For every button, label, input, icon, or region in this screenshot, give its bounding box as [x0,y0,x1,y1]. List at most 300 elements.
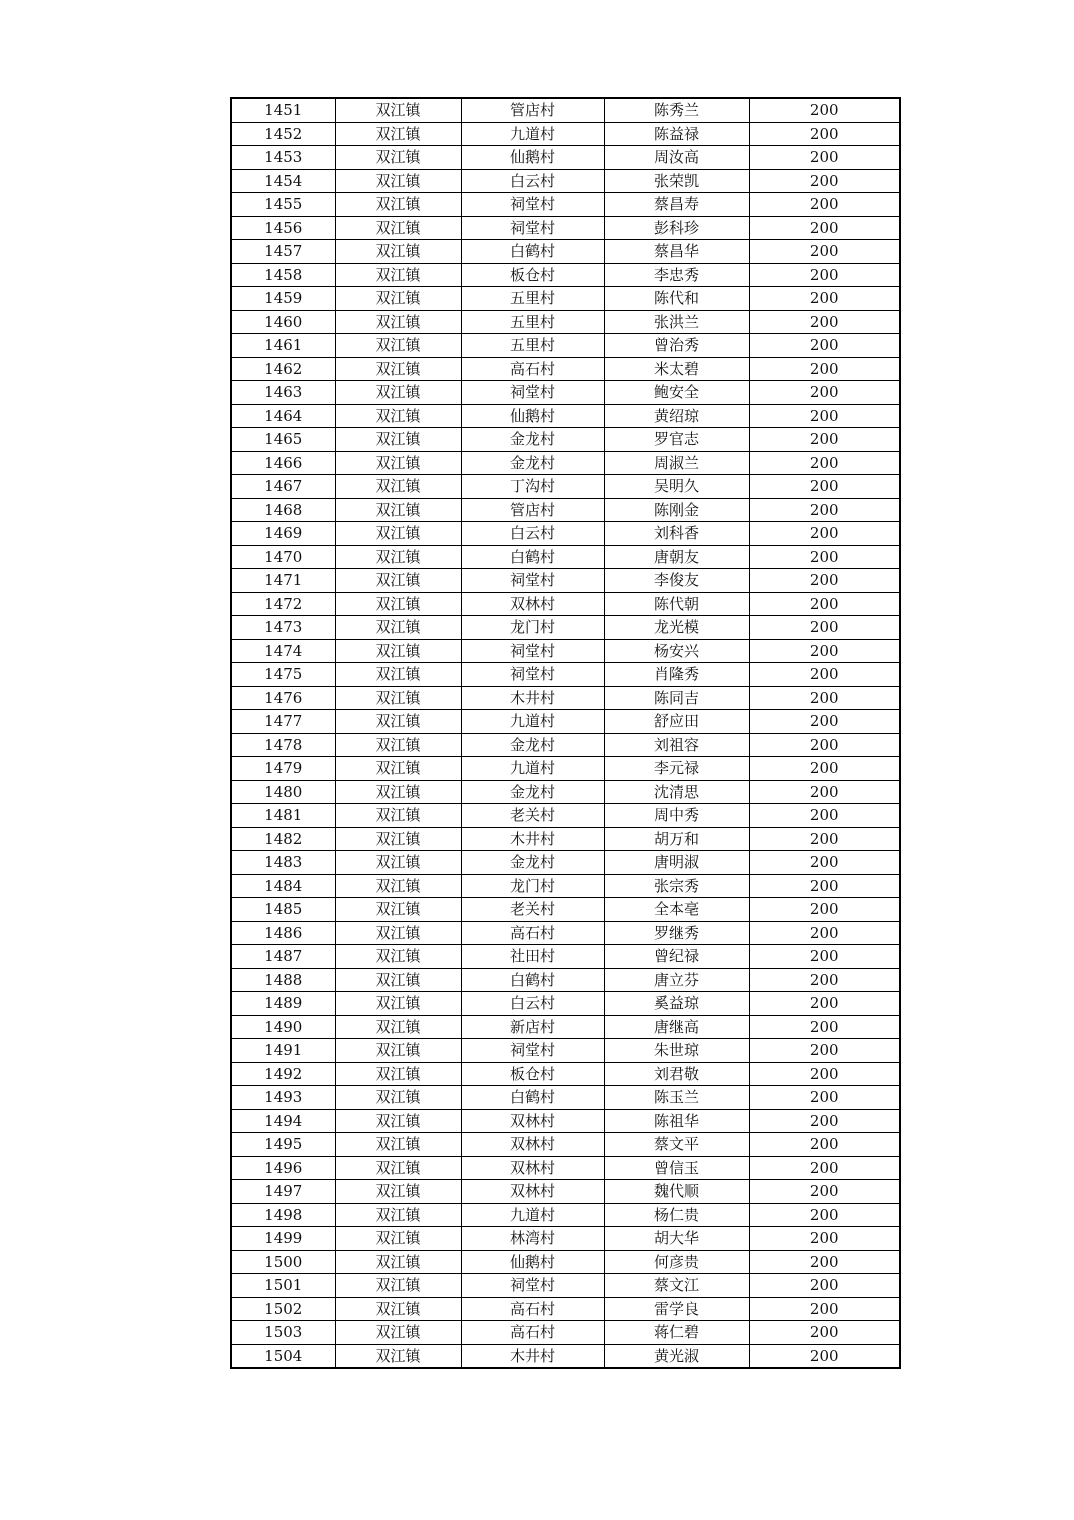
person-name-cell: 陈祖华 [604,1109,749,1133]
amount-cell: 200 [749,780,900,804]
town-cell: 双江镇 [335,616,461,640]
serial-number-cell: 1500 [231,1250,335,1274]
village-cell: 板仓村 [461,263,604,287]
village-cell: 九道村 [461,710,604,734]
table-row [231,851,900,875]
table-row [231,639,900,663]
person-name-cell: 唐继高 [604,1015,749,1039]
person-name-cell: 刘君敬 [604,1062,749,1086]
village-cell: 双林村 [461,1180,604,1204]
table-row [231,1156,900,1180]
person-name-cell: 李元禄 [604,757,749,781]
amount-cell: 200 [749,146,900,170]
amount-cell: 200 [749,1227,900,1251]
person-name-cell: 杨安兴 [604,639,749,663]
serial-number-cell: 1478 [231,733,335,757]
serial-number-cell: 1472 [231,592,335,616]
town-cell: 双江镇 [335,1133,461,1157]
amount-cell: 200 [749,1203,900,1227]
town-cell: 双江镇 [335,287,461,311]
serial-number-cell: 1457 [231,240,335,264]
village-cell: 九道村 [461,757,604,781]
serial-number-cell: 1496 [231,1156,335,1180]
village-cell: 龙门村 [461,616,604,640]
village-cell: 祠堂村 [461,663,604,687]
table-row [231,616,900,640]
table-row [231,663,900,687]
table-row [231,1297,900,1321]
serial-number-cell: 1464 [231,404,335,428]
person-name-cell: 黄绍琼 [604,404,749,428]
amount-cell: 200 [749,381,900,405]
amount-cell: 200 [749,1274,900,1298]
serial-number-cell: 1470 [231,545,335,569]
table-row [231,1321,900,1345]
town-cell: 双江镇 [335,851,461,875]
person-name-cell: 陈代和 [604,287,749,311]
serial-number-cell: 1459 [231,287,335,311]
serial-number-cell: 1468 [231,498,335,522]
person-name-cell: 吴明久 [604,475,749,499]
village-cell: 仙鹅村 [461,404,604,428]
person-name-cell: 雷学良 [604,1297,749,1321]
table-row [231,1227,900,1251]
village-cell: 金龙村 [461,780,604,804]
person-name-cell: 杨仁贵 [604,1203,749,1227]
amount-cell: 200 [749,992,900,1016]
village-cell: 林湾村 [461,1227,604,1251]
town-cell: 双江镇 [335,428,461,452]
amount-cell: 200 [749,1297,900,1321]
amount-cell: 200 [749,98,900,122]
serial-number-cell: 1474 [231,639,335,663]
serial-number-cell: 1466 [231,451,335,475]
village-cell: 管店村 [461,98,604,122]
serial-number-cell: 1452 [231,122,335,146]
amount-cell: 200 [749,1321,900,1345]
serial-number-cell: 1501 [231,1274,335,1298]
amount-cell: 200 [749,357,900,381]
village-cell: 高石村 [461,1321,604,1345]
town-cell: 双江镇 [335,216,461,240]
town-cell: 双江镇 [335,663,461,687]
amount-cell: 200 [749,733,900,757]
town-cell: 双江镇 [335,169,461,193]
serial-number-cell: 1498 [231,1203,335,1227]
town-cell: 双江镇 [335,545,461,569]
person-name-cell: 罗官志 [604,428,749,452]
town-cell: 双江镇 [335,1250,461,1274]
village-cell: 白鹤村 [461,968,604,992]
amount-cell: 200 [749,1086,900,1110]
amount-cell: 200 [749,545,900,569]
town-cell: 双江镇 [335,146,461,170]
amount-cell: 200 [749,287,900,311]
table-row [231,98,900,122]
village-cell: 金龙村 [461,428,604,452]
village-cell: 祠堂村 [461,639,604,663]
village-cell: 双林村 [461,1156,604,1180]
serial-number-cell: 1486 [231,921,335,945]
village-cell: 龙门村 [461,874,604,898]
town-cell: 双江镇 [335,686,461,710]
village-cell: 白鹤村 [461,545,604,569]
village-cell: 五里村 [461,334,604,358]
town-cell: 双江镇 [335,357,461,381]
amount-cell: 200 [749,1039,900,1063]
serial-number-cell: 1503 [231,1321,335,1345]
serial-number-cell: 1485 [231,898,335,922]
table-row [231,592,900,616]
serial-number-cell: 1476 [231,686,335,710]
village-cell: 板仓村 [461,1062,604,1086]
serial-number-cell: 1461 [231,334,335,358]
town-cell: 双江镇 [335,522,461,546]
serial-number-cell: 1451 [231,98,335,122]
person-name-cell: 周中秀 [604,804,749,828]
village-cell: 仙鹅村 [461,146,604,170]
table-row [231,1180,900,1204]
town-cell: 双江镇 [335,592,461,616]
village-cell: 白云村 [461,522,604,546]
town-cell: 双江镇 [335,1015,461,1039]
town-cell: 双江镇 [335,874,461,898]
serial-number-cell: 1490 [231,1015,335,1039]
village-cell: 仙鹅村 [461,1250,604,1274]
village-cell: 祠堂村 [461,1274,604,1298]
village-cell: 祠堂村 [461,1039,604,1063]
serial-number-cell: 1497 [231,1180,335,1204]
amount-cell: 200 [749,1062,900,1086]
person-name-cell: 黄光淑 [604,1344,749,1368]
serial-number-cell: 1460 [231,310,335,334]
person-name-cell: 蔡昌华 [604,240,749,264]
serial-number-cell: 1455 [231,193,335,217]
town-cell: 双江镇 [335,98,461,122]
serial-number-cell: 1495 [231,1133,335,1157]
town-cell: 双江镇 [335,1227,461,1251]
serial-number-cell: 1458 [231,263,335,287]
village-cell: 九道村 [461,122,604,146]
amount-cell: 200 [749,757,900,781]
table-row [231,334,900,358]
town-cell: 双江镇 [335,240,461,264]
town-cell: 双江镇 [335,945,461,969]
village-cell: 金龙村 [461,733,604,757]
town-cell: 双江镇 [335,968,461,992]
person-name-cell: 龙光模 [604,616,749,640]
table-row [231,992,900,1016]
table-row [231,287,900,311]
table-row [231,240,900,264]
town-cell: 双江镇 [335,804,461,828]
person-name-cell: 蔡文平 [604,1133,749,1157]
village-cell: 九道村 [461,1203,604,1227]
serial-number-cell: 1480 [231,780,335,804]
person-name-cell: 唐朝友 [604,545,749,569]
amount-cell: 200 [749,639,900,663]
town-cell: 双江镇 [335,334,461,358]
person-name-cell: 李俊友 [604,569,749,593]
village-cell: 祠堂村 [461,193,604,217]
person-name-cell: 何彦贵 [604,1250,749,1274]
serial-number-cell: 1471 [231,569,335,593]
town-cell: 双江镇 [335,1109,461,1133]
person-name-cell: 陈益禄 [604,122,749,146]
amount-cell: 200 [749,475,900,499]
amount-cell: 200 [749,921,900,945]
town-cell: 双江镇 [335,1039,461,1063]
village-cell: 双林村 [461,1109,604,1133]
table-row [231,804,900,828]
table-row [231,428,900,452]
table-row [231,122,900,146]
village-cell: 白云村 [461,169,604,193]
table-row [231,1015,900,1039]
village-cell: 白鹤村 [461,240,604,264]
person-name-cell: 胡万和 [604,827,749,851]
table-row [231,498,900,522]
serial-number-cell: 1456 [231,216,335,240]
town-cell: 双江镇 [335,898,461,922]
amount-cell: 200 [749,1180,900,1204]
amount-cell: 200 [749,428,900,452]
amount-cell: 200 [749,663,900,687]
village-cell: 双林村 [461,592,604,616]
town-cell: 双江镇 [335,1203,461,1227]
village-cell: 木井村 [461,1344,604,1368]
serial-number-cell: 1491 [231,1039,335,1063]
person-name-cell: 唐明淑 [604,851,749,875]
village-cell: 木井村 [461,686,604,710]
table-row [231,475,900,499]
amount-cell: 200 [749,169,900,193]
serial-number-cell: 1483 [231,851,335,875]
person-name-cell: 朱世琼 [604,1039,749,1063]
town-cell: 双江镇 [335,569,461,593]
table-row [231,686,900,710]
person-name-cell: 李忠秀 [604,263,749,287]
town-cell: 双江镇 [335,310,461,334]
town-cell: 双江镇 [335,1344,461,1368]
table-row [231,357,900,381]
person-name-cell: 刘科香 [604,522,749,546]
table-row [231,1250,900,1274]
table-row [231,522,900,546]
amount-cell: 200 [749,310,900,334]
table-row [231,945,900,969]
person-name-cell: 陈玉兰 [604,1086,749,1110]
table-row [231,310,900,334]
serial-number-cell: 1492 [231,1062,335,1086]
person-name-cell: 全本亳 [604,898,749,922]
table-row [231,1109,900,1133]
town-cell: 双江镇 [335,1086,461,1110]
table-row [231,404,900,428]
amount-cell: 200 [749,451,900,475]
village-cell: 高石村 [461,1297,604,1321]
person-name-cell: 周淑兰 [604,451,749,475]
person-name-cell: 罗继秀 [604,921,749,945]
person-name-cell: 沈清思 [604,780,749,804]
village-cell: 祠堂村 [461,216,604,240]
village-cell: 白鹤村 [461,1086,604,1110]
table-row [231,1062,900,1086]
town-cell: 双江镇 [335,475,461,499]
person-name-cell: 鲍安全 [604,381,749,405]
town-cell: 双江镇 [335,263,461,287]
village-cell: 白云村 [461,992,604,1016]
table-row [231,898,900,922]
serial-number-cell: 1481 [231,804,335,828]
amount-cell: 200 [749,804,900,828]
amount-cell: 200 [749,1109,900,1133]
town-cell: 双江镇 [335,780,461,804]
serial-number-cell: 1487 [231,945,335,969]
person-name-cell: 魏代顺 [604,1180,749,1204]
person-name-cell: 刘祖容 [604,733,749,757]
village-cell: 五里村 [461,287,604,311]
town-cell: 双江镇 [335,827,461,851]
town-cell: 双江镇 [335,1062,461,1086]
person-name-cell: 唐立芬 [604,968,749,992]
village-cell: 老关村 [461,898,604,922]
person-name-cell: 舒应田 [604,710,749,734]
amount-cell: 200 [749,216,900,240]
village-cell: 高石村 [461,357,604,381]
town-cell: 双江镇 [335,921,461,945]
amount-cell: 200 [749,1133,900,1157]
amount-cell: 200 [749,1344,900,1368]
village-cell: 金龙村 [461,851,604,875]
person-name-cell: 曾治秀 [604,334,749,358]
table-row [231,1344,900,1368]
person-name-cell: 陈刚金 [604,498,749,522]
table-row [231,968,900,992]
amount-cell: 200 [749,686,900,710]
town-cell: 双江镇 [335,122,461,146]
person-name-cell: 蔡昌寿 [604,193,749,217]
serial-number-cell: 1499 [231,1227,335,1251]
amount-cell: 200 [749,710,900,734]
town-cell: 双江镇 [335,733,461,757]
table-row [231,146,900,170]
amount-cell: 200 [749,827,900,851]
table-row [231,1274,900,1298]
serial-number-cell: 1504 [231,1344,335,1368]
table-row [231,193,900,217]
table-row [231,780,900,804]
table-row [231,1039,900,1063]
table-row [231,921,900,945]
amount-cell: 200 [749,968,900,992]
table-row [231,733,900,757]
table-row [231,1133,900,1157]
table-row [231,451,900,475]
village-cell: 老关村 [461,804,604,828]
serial-number-cell: 1465 [231,428,335,452]
serial-number-cell: 1484 [231,874,335,898]
town-cell: 双江镇 [335,404,461,428]
village-cell: 高石村 [461,921,604,945]
serial-number-cell: 1475 [231,663,335,687]
person-name-cell: 张荣凯 [604,169,749,193]
amount-cell: 200 [749,404,900,428]
town-cell: 双江镇 [335,1321,461,1345]
serial-number-cell: 1462 [231,357,335,381]
amount-cell: 200 [749,263,900,287]
person-name-cell: 彭科珍 [604,216,749,240]
serial-number-cell: 1477 [231,710,335,734]
data-table [230,97,901,1369]
person-name-cell: 奚益琼 [604,992,749,1016]
table-row [231,169,900,193]
table-row [231,1203,900,1227]
amount-cell: 200 [749,334,900,358]
serial-number-cell: 1482 [231,827,335,851]
person-name-cell: 曾信玉 [604,1156,749,1180]
town-cell: 双江镇 [335,757,461,781]
table-body [231,98,900,1368]
table-row [231,263,900,287]
serial-number-cell: 1463 [231,381,335,405]
table-row [231,827,900,851]
amount-cell: 200 [749,522,900,546]
person-name-cell: 米太碧 [604,357,749,381]
serial-number-cell: 1489 [231,992,335,1016]
person-name-cell: 蔡文江 [604,1274,749,1298]
person-name-cell: 陈代朝 [604,592,749,616]
village-cell: 五里村 [461,310,604,334]
town-cell: 双江镇 [335,1180,461,1204]
serial-number-cell: 1469 [231,522,335,546]
amount-cell: 200 [749,569,900,593]
village-cell: 管店村 [461,498,604,522]
town-cell: 双江镇 [335,639,461,663]
amount-cell: 200 [749,851,900,875]
amount-cell: 200 [749,945,900,969]
town-cell: 双江镇 [335,1156,461,1180]
person-name-cell: 蒋仁碧 [604,1321,749,1345]
person-name-cell: 张洪兰 [604,310,749,334]
town-cell: 双江镇 [335,193,461,217]
person-name-cell: 陈同吉 [604,686,749,710]
amount-cell: 200 [749,874,900,898]
village-cell: 新店村 [461,1015,604,1039]
person-name-cell: 陈秀兰 [604,98,749,122]
amount-cell: 200 [749,1250,900,1274]
village-cell: 丁沟村 [461,475,604,499]
amount-cell: 200 [749,193,900,217]
person-name-cell: 周汝高 [604,146,749,170]
amount-cell: 200 [749,1015,900,1039]
serial-number-cell: 1488 [231,968,335,992]
serial-number-cell: 1467 [231,475,335,499]
town-cell: 双江镇 [335,1297,461,1321]
serial-number-cell: 1502 [231,1297,335,1321]
person-name-cell: 张宗秀 [604,874,749,898]
person-name-cell: 胡大华 [604,1227,749,1251]
table-row [231,757,900,781]
amount-cell: 200 [749,1156,900,1180]
serial-number-cell: 1493 [231,1086,335,1110]
town-cell: 双江镇 [335,381,461,405]
serial-number-cell: 1473 [231,616,335,640]
town-cell: 双江镇 [335,710,461,734]
village-cell: 祠堂村 [461,381,604,405]
table-row [231,874,900,898]
amount-cell: 200 [749,498,900,522]
